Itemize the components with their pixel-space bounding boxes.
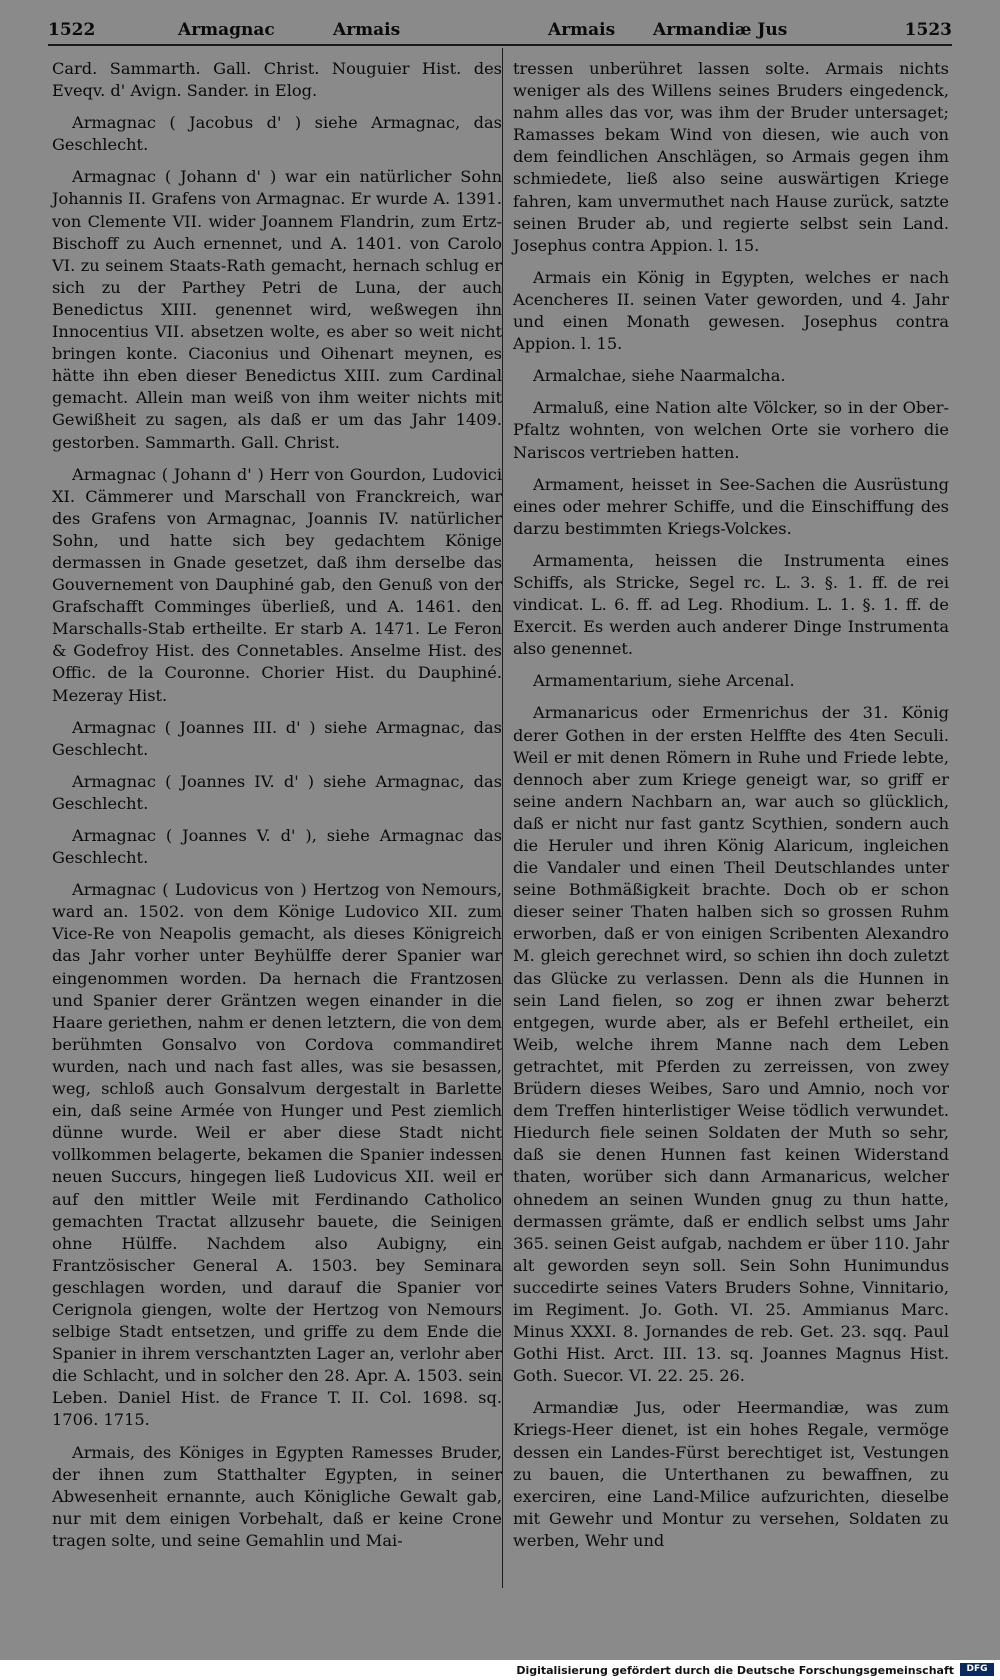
entry-paragraph: Armagnac ( Johann d' ) Herr von Gourdon, Ludovici XI. Cämmerer und Marschall von Franckreich, war des Grafens von Armagnac, Joannis IV. natürlicher Sohn, und hatte sich bey gedachtem Könige dermassen in Gnade gesetzet, daß ihm derselbe das Gouvernement von Dauphiné gab, den Genuß von der Grafschafft Comminges überließ, und A. 1461. den Marschalls-Stab ertheilte. Er starb A. 1471. Le Feron & Godefroy Hist. des Connetables. Anselme Hist. des Offic. de la Couronne. Chorier Hist. du Dauphiné. Mezeray Hist.: [52, 464, 502, 705]
entry-paragraph: Armais ein König in Egypten, welches er nach Acencheres II. seinen Vater geworden, und 4. Jahr und einen Monath gewesen. Josephus contra Appion. l. 15.: [513, 267, 949, 354]
entry-paragraph: Armanaricus oder Ermenrichus der 31. König derer Gothen in der ersten Helffte des 4ten Seculi. Weil er mit denen Römern in Ruhe und Friede lebte, dennoch aber zum Kriege geneigt war, so griff er seine andern Nachbarn an, war auch so glücklich, daß er nicht nur fast gantz Scythien, sondern auch die Heruler und ihren König Alaricum, ingleichen die Vandaler und einen Theil Deutschlandes unter seine Bothmäßigkeit brachte. Doch ob er schon dieser seiner Thaten halben sich so grossen Ruhm erworben, daß er von einigen Scribenten Alexandro M. gleich gerechnet wird, so schien ihn doch zuletzt das Glücke zu verlassen. Denn als die Hunnen in sein Land fielen, so zog er ihnen zwar beherzt entgegen, wurde aber, als er Befehl ertheilet, ein Weib, welche ihrem Manne nach dem Leben getrachtet, mit Pferden zu zerreissen, von zwey Brüdern dieses Weibes, Saro und Amnio, noch vor dem Treffen hinterlistiger Weise tödlich verwundet. Hiedurch fiele seinen Soldaten der Muth so sehr, daß sie denen Hunnen fast keinen Widerstand thaten, worüber sich dann Armanaricus, welcher ohnedem an seinen Wunden gnug zu thun hatte, dermassen grämte, daß er endlich selbst ums Jahr 365. seinen Geist aufgab, nachdem er über 110. Jahr alt geworden seyn soll. Sein Sohn Hunimundus succedirte seines Vaters Bruders Sohne, Vinnitario, im Regiment. Jo. Goth. VI. 25. Ammianus Marc. Minus XXXI. 8. Jornandes de reb. Get. 23. sqq. Paul Gothi Hist. Arct. III. 13. sq. Joannes Magnus Hist. Goth. Suecor. VI. 22. 25. 26.: [513, 703, 949, 1386]
entry-paragraph: tressen unberühret lassen solte. Armais nichts weniger als des Willens seines Bruders eingedenck, nahm alles das vor, was ihm der Bruder untersaget; Ramasses bekam Wind von diesen, wie auch von dem feindlichen Anschlägen, so Armais gegen ihm schmiedete, ließ also seine auswärtigen Kriege fahren, kam unvermuthet nach Hause zurück, satzte seinen Bruder ab, und regierte selbst sein Land. Josephus contra Appion. l. 15.: [513, 59, 949, 255]
entry-paragraph: Armagnac ( Johann d' ) war ein natürlicher Sohn Johannis II. Grafens von Armagnac. Er wurde A. 1391. von Clemente VII. wider Joannem Flandrin, zum Ertz-Bischoff zu Auch ernennet, und A. 1401. von Carolo VI. zu seinem Staats-Rath gemacht, hernach schlug er sich zu der Parthey Petri de Luna, der auch Benedictus XIII. genennet wird, weßwegen ihn Innocentius VII. absetzen wolte, es aber so weit nicht bringen konte. Ciaconius und Oihenart meynen, es hätte ihn eben dieser Benedictus XIII. zum Cardinal gemacht. Allein man weiß von ihm weiter nichts mit Gewißheit zu sagen, als daß er um das Jahr 1409. gestorben. Sammarth. Gall. Christ.: [52, 167, 502, 452]
entry-paragraph: Armagnac ( Ludovicus von ) Hertzog von Nemours, ward an. 1502. von dem Könige Ludovico XII. zum Vice-Re von Neapolis gemacht, als dieses Königreich das Jahr vorher unter Beyhülffe derer Spanier war eingenommen worden. Da hernach die Frantzosen und Spanier derer Gräntzen wegen einander in die Haare geriethen, nahm er denen letztern, die von dem berühmten Gonsalvo von Cordova commandiret wurden, nach und nach fast alles, was sie besassen, weg, schloß auch Gonsalvum dergestalt in Barlette ein, daß seine Armée von Hunger und Pest ziemlich dünne wurde. Weil er aber diese Stadt nicht vollkommen belagerte, bekamen die Spanier indessen neuen Succurs, hingegen ließ Ludovicus XII. weil er auf den mittler Weile mit Ferdinando Catholico gemachten Tractat allzusehr bauete, die Seinigen ohne Hülffe. Nachdem also Aubigny, ein Frantzösischer General A. 1503. bey Seminara geschlagen worden, und darauf die Spanier vor Cerignola giengen, wolte der Hertzog von Nemours selbige Stadt entsetzen, und griffe zu dem Ende die Spanier in ihrem verschantzten Lager an, verlohr aber die Schlacht, und in solcher den 28. Apr. A. 1503. sein Leben. Daniel Hist. de France T. II. Col. 1698. sq. 1706. 1715.: [52, 880, 502, 1430]
page-number-right: 1523: [904, 20, 952, 40]
column-divider: [502, 48, 503, 1588]
entry-paragraph: Armagnac ( Joannes III. d' ) siehe Armagnac, das Geschlecht.: [52, 717, 502, 759]
dfg-logo: DFG: [960, 1663, 994, 1676]
header-rule: [48, 44, 952, 46]
entry-paragraph: Armamenta, heissen die Instrumenta eines Schiffs, als Stricke, Segel rc. L. 3. §. 1. ff. de rei vindicat. L. 6. ff. ad Leg. Rhodium. L. 1. §. 1. ff. de Exercit. Es werden auch anderer Dinge Instrumenta also genennet.: [513, 550, 949, 659]
header-word-right-2: Armandiæ Jus: [653, 20, 788, 40]
entry-paragraph: Armament, heisset in See-Sachen die Ausrüstung eines oder mehrer Schiffe, und die Einschiffung des darzu bestimmten Kriegs-Volckes.: [513, 474, 949, 538]
funding-note: Digitalisierung gefördert durch die Deutsche Forschungsgemeinschaft: [516, 1664, 954, 1677]
entry-paragraph: Armamentarium, siehe Arcenal.: [533, 671, 795, 691]
header-word-left-2: Armais: [333, 20, 401, 40]
entry-paragraph: Armaluß, eine Nation alte Völcker, so in der Ober-Pfaltz wohnten, von welchen Orte sie vorhero die Nariscos vertrieben hatten.: [513, 398, 949, 462]
entry-paragraph: Armais, des Königes in Egypten Ramesses Bruder, der ihnen zum Statthalter Egypten, in seiner Abwesenheit ernannte, auch Königliche Gewalt gab, nur mit dem einigen Vorbehalt, daß er keine Crone tragen solte, und seine Gemahlin und Mai-: [52, 1442, 502, 1550]
running-header: [48, 14, 952, 44]
entry-paragraph: Armagnac ( Jacobus d' ) siehe Armagnac, das Geschlecht.: [52, 113, 502, 155]
header-word-right-1: Armais: [548, 20, 616, 40]
header-word-left-1: Armagnac: [178, 20, 275, 40]
left-column: [52, 58, 502, 1562]
page-number-left: 1522: [48, 20, 96, 40]
entry-paragraph: Armagnac ( Joannes IV. d' ) siehe Armagnac, das Geschlecht.: [52, 771, 502, 813]
entry-paragraph: Card. Sammarth. Gall. Christ. Nouguier Hist. des Eveqv. d' Avign. Sander. in Elog.: [52, 59, 502, 101]
entry-paragraph: Armalchae, siehe Naarmalcha.: [533, 366, 786, 386]
entry-paragraph: Armagnac ( Joannes V. d' ), siehe Armagnac das Geschlecht.: [52, 826, 502, 868]
funding-footer: [0, 1660, 1000, 1680]
right-column: [513, 58, 949, 1562]
entry-paragraph: Armandiæ Jus, oder Heermandiæ, was zum Kriegs-Heer dienet, ist ein hohes Regale, vermöge dessen ein Landes-Fürst berechtiget ist, Vestungen zu bauen, die Unterthanen zu bewaffnen, zu exerciren, eine Land-Milice aufzurichten, dieselbe mit Gewehr und Montur zu versehen, Soldaten zu werben, Wehr und: [513, 1398, 949, 1550]
